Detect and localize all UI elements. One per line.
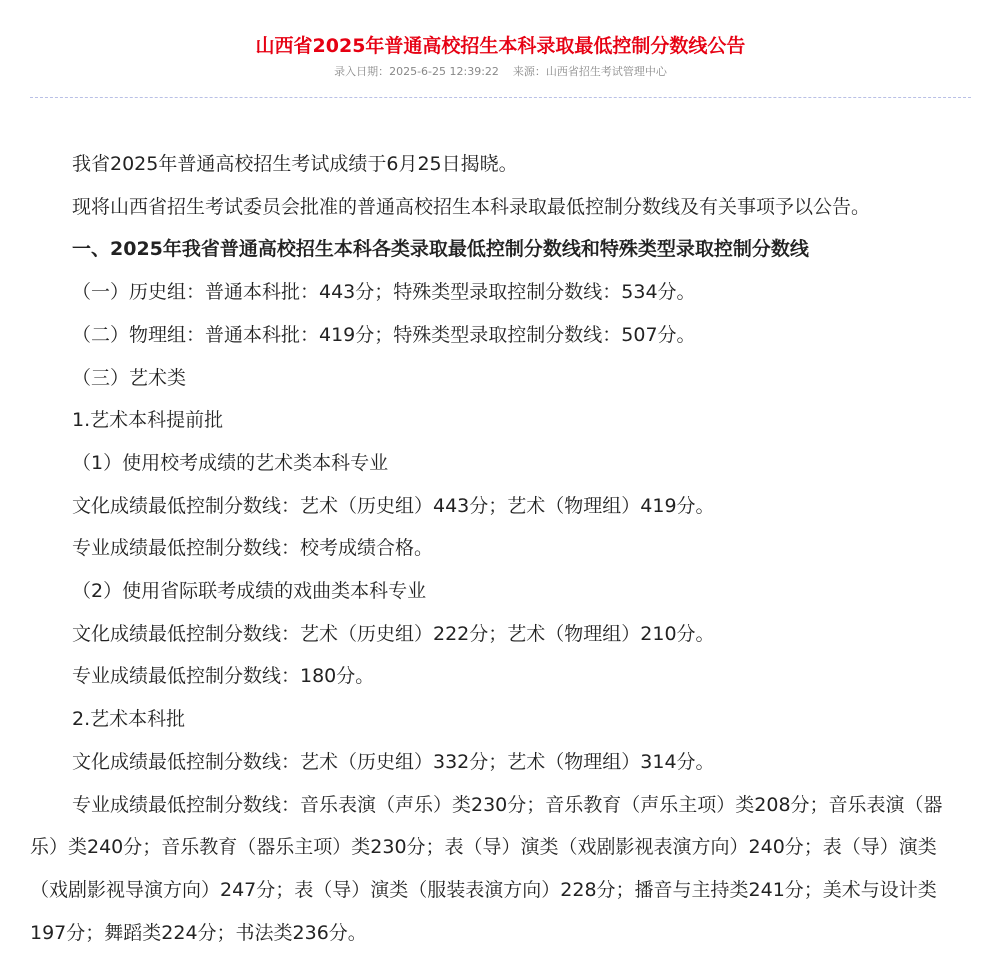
paragraph-opera-majors: （2）使用省际联考成绩的戏曲类本科专业 xyxy=(72,580,427,603)
paragraph-school-exam-majors: （1）使用校考成绩的艺术类本科专业 xyxy=(72,451,389,474)
paragraph-intro: 我省2025年普通高校招生考试成绩于6月25日揭晓。 xyxy=(72,153,518,175)
paragraph-major-score-1: 专业成绩最低控制分数线：校考成绩合格。 xyxy=(72,537,434,560)
section-heading: 一、2025年我省普通高校招生本科各类录取最低控制分数线和特殊类型录取控制分数线 xyxy=(72,238,809,261)
paragraph-culture-score-2: 文化成绩最低控制分数线：艺术（历史组）222分；艺术（物理组）210分。 xyxy=(72,622,715,645)
paragraph-major-score-2: 专业成绩最低控制分数线：180分。 xyxy=(72,665,375,688)
paragraph-art-undergrad-batch: 2.艺术本科批 xyxy=(72,708,186,731)
article-source: 来源：山西省招生考试管理中心 xyxy=(512,65,667,78)
paragraph-history-group: （一）历史组：普通本科批：443分；特殊类型录取控制分数线：534分。 xyxy=(72,281,696,304)
header-divider xyxy=(30,97,971,98)
paragraph-art-early-batch: 1.艺术本科提前批 xyxy=(72,409,224,432)
paragraph-major-score-3: 专业成绩最低控制分数线：音乐表演（声乐）类230分；音乐教育（声乐主项）类208分；音乐表演（器乐）类240分；音乐教育（器乐主项）类230分；表（导）演类（戏剧影视表演方向）240分；表（导）演类（戏剧影视导演方向）247分；表（导）演类（服装表演方向）228分；播音与主持类241分；美术与设计类197分；舞蹈类224分；书法类236分。 xyxy=(30,793,943,944)
article-title: 山西省2025年普通高校招生本科录取最低控制分数线公告 xyxy=(255,34,746,57)
paragraph-culture-score-3: 文化成绩最低控制分数线：艺术（历史组）332分；艺术（物理组）314分。 xyxy=(72,750,715,773)
article-meta xyxy=(0,64,1001,80)
paragraph-culture-score-1: 文化成绩最低控制分数线：艺术（历史组）443分；艺术（物理组）419分。 xyxy=(72,494,715,517)
entry-date: 录入日期：2025-6-25 12:39:22 xyxy=(334,65,499,78)
paragraph-art-category: （三）艺术类 xyxy=(72,366,187,389)
paragraph-physics-group: （二）物理组：普通本科批：419分；特殊类型录取控制分数线：507分。 xyxy=(72,323,696,346)
paragraph-announcement: 现将山西省招生考试委员会批准的普通高校招生本科录取最低控制分数线及有关事项予以公告。 xyxy=(72,195,871,218)
article-body xyxy=(30,143,964,954)
